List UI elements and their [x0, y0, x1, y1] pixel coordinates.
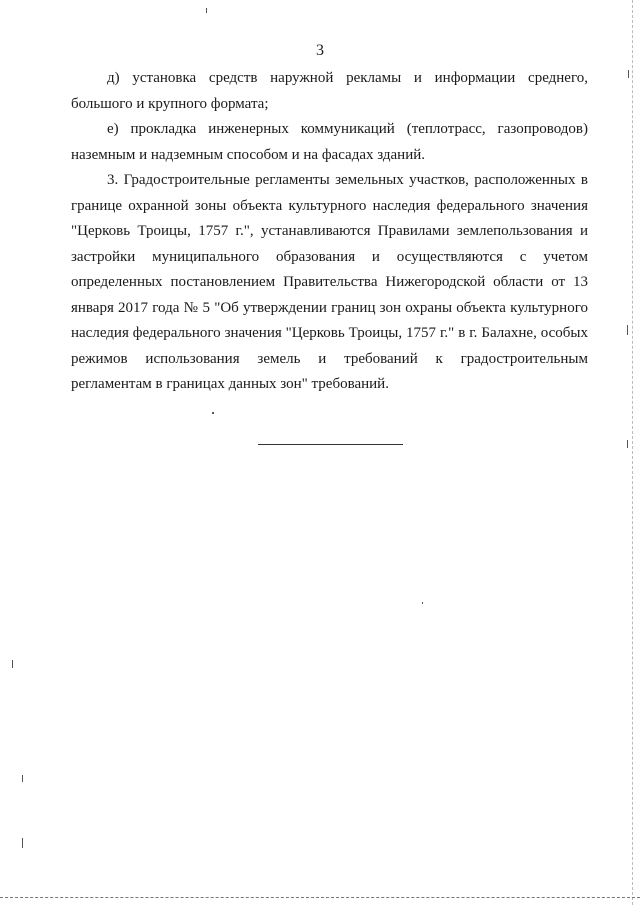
scan-artifact-mark [422, 602, 423, 604]
scan-artifact-mark [212, 412, 214, 414]
scan-artifact-mark [628, 70, 629, 78]
scan-page-edge-bottom [0, 897, 640, 898]
document-body [71, 66, 588, 398]
scan-page-edge-right [632, 0, 633, 905]
end-of-text-rule [258, 444, 403, 445]
paragraph-item-d: д) установка средств наружной рекламы и информации среднего, большого и крупного формата; [71, 70, 588, 112]
scan-artifact-mark [627, 325, 628, 335]
paragraph-item-e: е) прокладка инженерных коммуникаций (теплотрасс, газопроводов) наземным и надземным способом и на фасадах зданий. [71, 121, 588, 163]
scan-artifact-mark [22, 838, 23, 848]
page-number: 3 [316, 42, 324, 59]
scan-artifact-mark [206, 8, 207, 13]
scan-artifact-mark [22, 775, 23, 782]
scan-artifact-mark [627, 440, 628, 448]
scan-artifact-mark [12, 660, 13, 668]
paragraph-clause-3: 3. Градостроительные регламенты земельных участков, расположенных в границе охранной зоны объекта культурного наследия федерального значения "Церковь Троицы, 1757 г.", устанавливаются Правилами землепользования и застройки муниципального образования и осуществляются с учетом определенных постановлением Правительства Нижегородской области от 13 января 2017 года № 5 "Об утверждении границ зон охраны объекта культурного наследия федерального значения "Церковь Троицы, 1757 г." в г. Балахне, особых режимов использования земель и требований к градостроительным регламентам в границах данных зон" требований. [71, 172, 588, 392]
